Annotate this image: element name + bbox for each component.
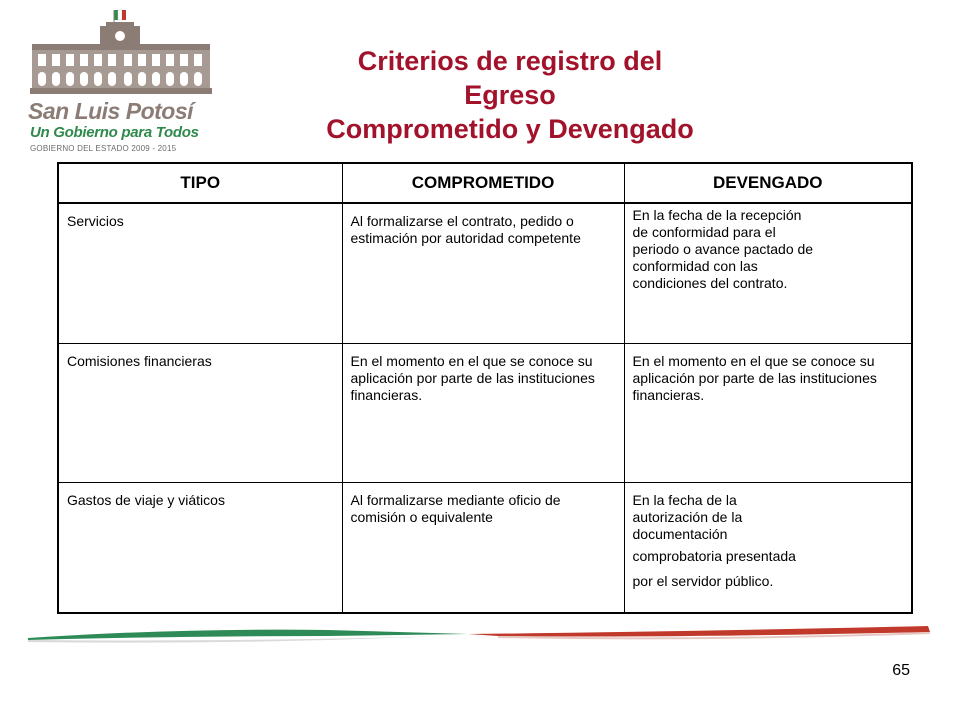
palace-building-icon (26, 8, 216, 98)
cell-devengado-line: autorización de la (632, 509, 743, 525)
footer-stripe-decoration (28, 622, 932, 644)
cell-devengado: En el momento en el que se conoce su aplicación por parte de las instituciones financieras. (624, 344, 912, 483)
cell-devengado-line: conformidad con las (632, 258, 758, 274)
table-row (58, 483, 912, 614)
header-comprometido: COMPROMETIDO (342, 163, 624, 203)
cell-devengado (624, 203, 912, 344)
logo-government: GOBIERNO DEL ESTADO 2009 - 2015 (30, 144, 177, 153)
cell-tipo: Servicios (58, 203, 342, 344)
slide-title-line-3: Comprometido y Devengado (326, 114, 694, 144)
logo-subtitle: Un Gobierno para Todos (30, 124, 199, 141)
cell-tipo: Gastos de viaje y viáticos (58, 483, 342, 614)
cell-devengado-line: comprobatoria presentada (632, 548, 796, 564)
table-row (58, 344, 912, 483)
cell-comprometido: En el momento en el que se conoce su aplicación por parte de las instituciones financieras. (342, 344, 624, 483)
slide-title-line-1: Criterios de registro del (357, 46, 663, 76)
cell-devengado-line: En la fecha de la (632, 492, 737, 508)
header-devengado: DEVENGADO (624, 163, 912, 203)
cell-comprometido: Al formalizarse mediante oficio de comisión o equivalente (342, 483, 624, 614)
cell-devengado-line: documentación (632, 526, 728, 542)
table-row (58, 203, 912, 344)
cell-devengado-line: periodo o avance pactado de (632, 241, 814, 257)
cell-tipo: Comisiones financieras (58, 344, 342, 483)
slide-title-line-2: Egreso (464, 80, 556, 110)
header-tipo: TIPO (58, 163, 342, 203)
cell-devengado-line: condiciones del contrato. (632, 275, 788, 291)
cell-devengado-line: por el servidor público. (632, 573, 774, 589)
government-logo (26, 8, 216, 156)
criteria-table (57, 162, 913, 614)
cell-devengado (624, 483, 912, 614)
logo-title: San Luis Potosí (28, 98, 194, 124)
slide-title (230, 44, 790, 146)
cell-devengado-line: de conformidad para el (632, 224, 776, 240)
page-number: 65 (892, 662, 910, 679)
cell-comprometido: Al formalizarse el contrato, pedido o estimación por autoridad competente (342, 203, 624, 344)
table-header-row (58, 163, 912, 203)
cell-devengado-line: En la fecha de la recepción (632, 207, 802, 223)
